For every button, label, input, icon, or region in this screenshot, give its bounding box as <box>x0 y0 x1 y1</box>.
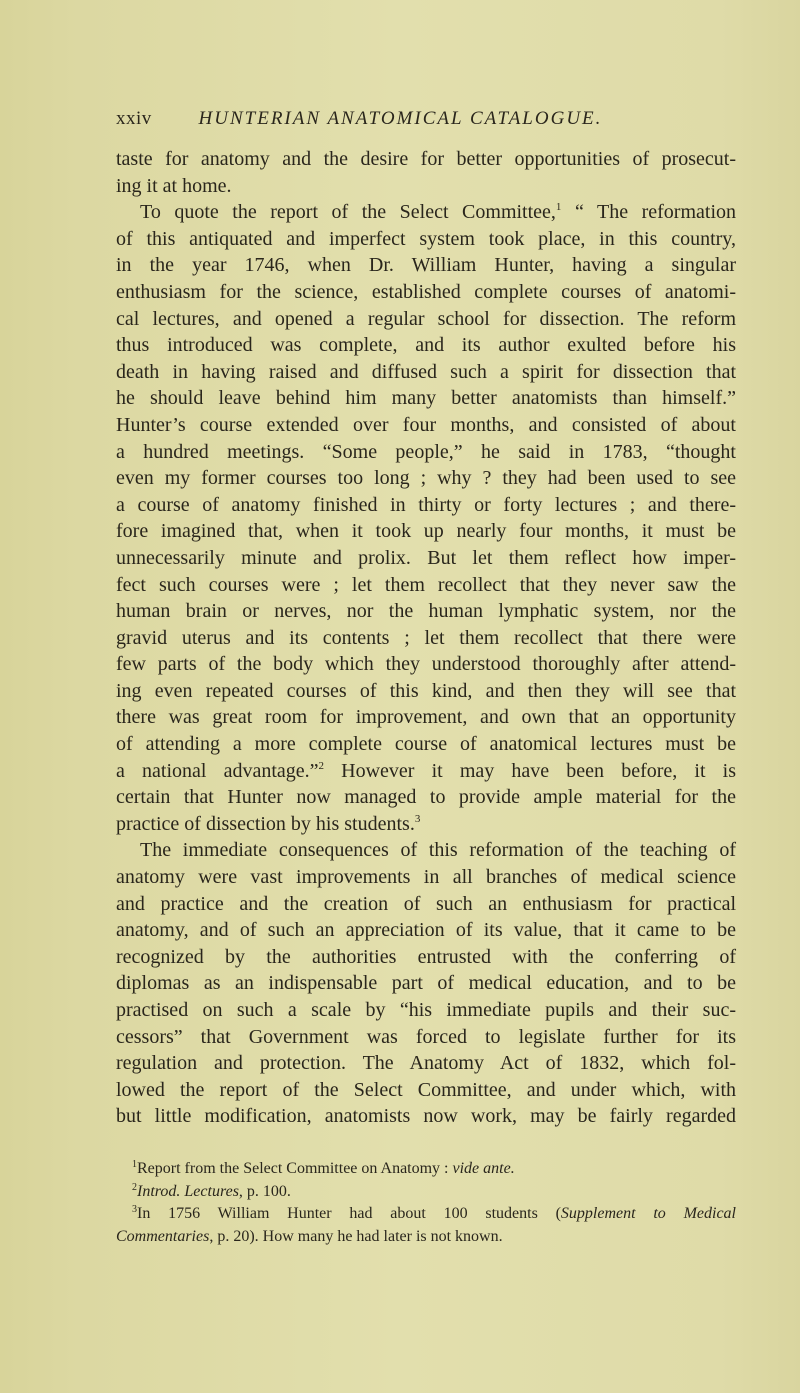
page-number: xxiv <box>116 108 152 129</box>
text-line: practised on such a scale by “his immediate pupils and their suc- <box>116 999 736 1021</box>
text-line: gravid uterus and its contents ; let them recollect that there were <box>116 626 736 649</box>
footnote-italic: Supplement to Medical <box>560 1205 736 1223</box>
text-line: The immediate consequences of this reformation of the teaching of <box>140 839 736 862</box>
text-line: of attending a more complete course of anatomical lectures must be <box>116 733 736 756</box>
body-text <box>116 146 736 1130</box>
text-fragment: However it may have been before, it is <box>341 759 736 782</box>
footnote-text: , p. 100. <box>238 1182 291 1200</box>
running-head <box>116 106 676 132</box>
text-line: anatomy were vast improvements in all branches of medical science <box>116 866 736 889</box>
text-line: diplomas as an indispensable part of medical education, and to be <box>116 972 736 995</box>
text-line: a course of anatomy finished in thirty or forty lectures ; and there- <box>116 493 736 516</box>
text-fragment: To quote the report of the Select Committee, <box>140 201 556 224</box>
text-line: in the year 1746, when Dr. William Hunter, having a singular <box>116 254 736 277</box>
text-line: but little modification, anatomists now work, may be fairly regarded <box>116 1105 736 1128</box>
text-line <box>116 199 736 226</box>
text-line: thus introduced was complete, and its author exulted before his <box>116 334 736 357</box>
text-line: ing it at home. <box>116 174 232 197</box>
text-line <box>116 811 736 838</box>
footnote-italic: vide ante. <box>452 1160 515 1177</box>
text-line: of this antiquated and imperfect system took place, in this country, <box>116 227 736 250</box>
text-line: regulation and protection. The Anatomy Act of 1832, which fol- <box>116 1052 736 1075</box>
footnote-marker: 3 <box>132 1204 137 1216</box>
text-line: anatomy, and of such an appreciation of its value, that it came to be <box>116 919 736 942</box>
footnote-italic: Commentaries <box>116 1227 210 1245</box>
footnotes <box>116 1158 736 1248</box>
text-fragment: a national advantage.” <box>116 759 319 782</box>
text-line: few parts of the body which they understood thoroughly after attend- <box>116 653 736 676</box>
text-line: even my former courses too long ; why ? they had been used to see <box>116 467 736 490</box>
footnote-ref-3: 3 <box>414 812 421 825</box>
footnote-3-continuation <box>116 1226 736 1249</box>
footnote-2 <box>116 1181 736 1204</box>
footnote-3 <box>116 1203 736 1226</box>
text-line: ing even repeated courses of this kind, and then they will see that <box>116 679 736 702</box>
text-line: Hunter’s course extended over four months, and consisted of about <box>116 413 736 436</box>
footnote-marker: 1 <box>132 1159 137 1170</box>
footnote-text: In 1756 William Hunter had about 100 students ( <box>137 1205 561 1223</box>
footnote-marker: 2 <box>132 1181 137 1193</box>
text-fragment: “ The reformation <box>574 201 737 224</box>
text-line: certain that Hunter now managed to provide ample material for the <box>116 786 736 809</box>
text-line: lowed the report of the Select Committee, and under which, with <box>116 1078 736 1101</box>
running-title: HUNTERIAN ANATOMICAL CATALOGUE. <box>198 108 603 129</box>
text-line: there was great room for improvement, and own that an opportunity <box>116 706 736 729</box>
text-line: fect such courses were ; let them recollect that they never saw the <box>116 573 736 596</box>
text-line: human brain or nerves, nor the human lymphatic system, nor the <box>116 600 736 623</box>
text-line: a hundred meetings. “Some people,” he said in 1783, “thought <box>116 440 736 463</box>
text-line: and practice and the creation of such an enthusiasm for practical <box>116 892 736 915</box>
footnote-text: , p. 20). How many he had later is not known. <box>209 1227 503 1245</box>
text-line: cal lectures, and opened a regular school for dissection. The reform <box>116 307 736 330</box>
text-line: enthusiasm for the science, established complete courses of anatomi- <box>116 280 736 303</box>
footnote-ref-2: 2 <box>318 759 325 772</box>
text-line: death in having raised and diffused such a spirit for dissection that <box>116 360 736 383</box>
footnote-ref-1: 1 <box>555 201 562 214</box>
text-line: he should leave behind him many better anatomists than himself.” <box>116 387 736 410</box>
text-line: recognized by the authorities entrusted with the conferring of <box>116 945 736 968</box>
footnote-italic: Introd. Lectures <box>137 1182 239 1200</box>
text-line: fore imagined that, when it took up nearly four months, it must be <box>116 520 736 543</box>
footnote-1 <box>116 1158 736 1181</box>
text-line: cessors” that Government was forced to legislate further for its <box>116 1025 736 1048</box>
text-fragment: practice of dissection by his students. <box>116 812 415 835</box>
text-line: unnecessarily minute and prolix. But let them reflect how imper- <box>116 546 736 569</box>
text-line: taste for anatomy and the desire for better opportunities of prosecut- <box>116 148 736 170</box>
text-line <box>116 758 736 785</box>
footnote-text: Report from the Select Committee on Anatomy : <box>137 1160 453 1177</box>
